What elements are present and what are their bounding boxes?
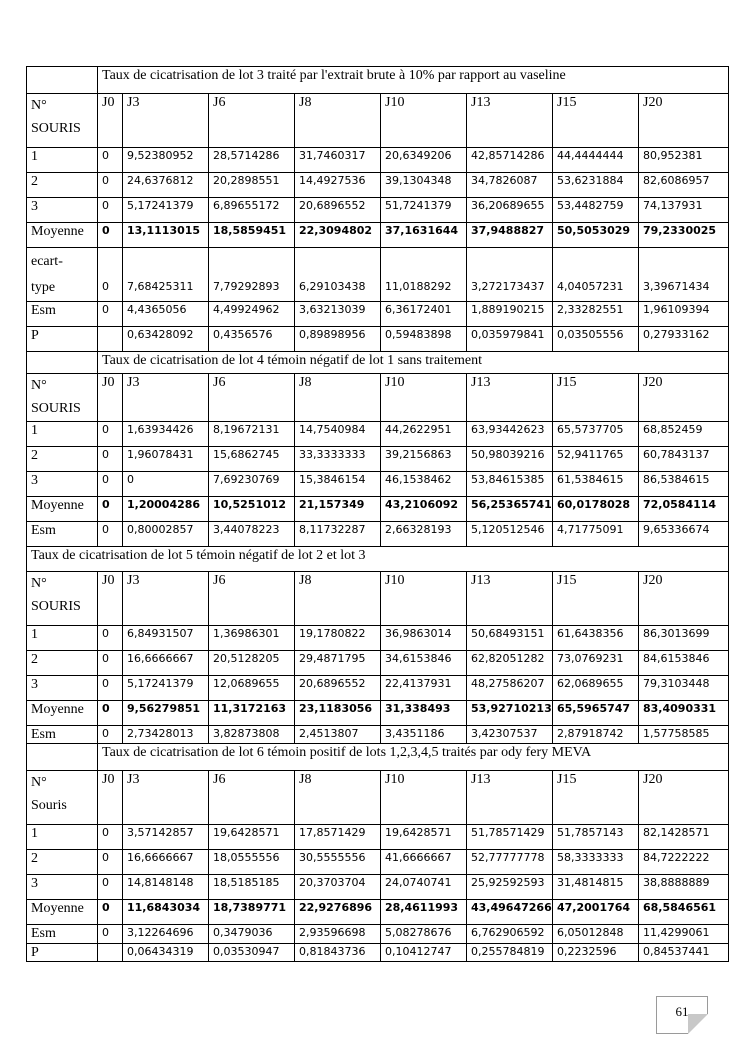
- data-cell: 0: [98, 223, 123, 248]
- data-cell: 51,7241379: [381, 198, 467, 223]
- day-column-header: J6: [209, 94, 295, 148]
- table-row: [27, 925, 729, 944]
- data-cell: 0,2232596: [553, 944, 639, 962]
- data-cell: 0: [98, 651, 123, 676]
- day-column-header: J20: [639, 771, 729, 825]
- data-cell: 62,0689655: [553, 676, 639, 701]
- data-cell: 21,157349: [295, 497, 381, 522]
- data-cell: 2,93596698: [295, 925, 381, 944]
- data-cell: 0: [98, 173, 123, 198]
- data-cell: 20,6896552: [295, 198, 381, 223]
- data-cell: 51,78571429: [467, 825, 553, 850]
- souris-header-line: SOURIS: [31, 599, 81, 614]
- data-cell: 56,25365741: [467, 497, 553, 522]
- data-cell: 31,338493: [381, 701, 467, 726]
- data-cell: 0: [98, 925, 123, 944]
- column-header-row: [27, 374, 729, 422]
- data-cell: 0,80002857: [123, 522, 209, 547]
- data-cell: 82,6086957: [639, 173, 729, 198]
- day-column-header: J0: [98, 94, 123, 148]
- souris-header-line: SOURIS: [31, 401, 81, 416]
- data-cell: 6,89655172: [209, 198, 295, 223]
- data-cell: 0: [98, 522, 123, 547]
- data-cell: 86,3013699: [639, 626, 729, 651]
- column-header-row: [27, 771, 729, 825]
- day-column-header: J10: [381, 771, 467, 825]
- souris-header: [27, 94, 98, 148]
- section-caption-row: [27, 547, 729, 572]
- data-cell: 1,63934426: [123, 422, 209, 447]
- table-row: [27, 676, 729, 701]
- day-column-header: J20: [639, 94, 729, 148]
- data-cell: 33,3333333: [295, 447, 381, 472]
- table-row: [27, 148, 729, 173]
- row-label: 2: [27, 447, 98, 472]
- table-row: [27, 302, 729, 327]
- table-row: [27, 626, 729, 651]
- row-label: 3: [27, 472, 98, 497]
- data-cell: 22,3094802: [295, 223, 381, 248]
- row-label: 2: [27, 651, 98, 676]
- row-label: 3: [27, 875, 98, 900]
- data-cell: 68,852459: [639, 422, 729, 447]
- row-label: 2: [27, 173, 98, 198]
- day-column-header: J0: [98, 572, 123, 626]
- data-cell: 0,27933162: [639, 327, 729, 352]
- data-cell: 4,4365056: [123, 302, 209, 327]
- data-cell: 0,06434319: [123, 944, 209, 962]
- data-cell: 0: [98, 701, 123, 726]
- souris-header: [27, 374, 98, 422]
- day-column-header: J20: [639, 572, 729, 626]
- data-cell: 3,12264696: [123, 925, 209, 944]
- row-label: P: [27, 327, 98, 352]
- data-cell: 37,9488827: [467, 223, 553, 248]
- data-cell: 12,0689655: [209, 676, 295, 701]
- data-cell: 5,17241379: [123, 676, 209, 701]
- data-cell: 6,762906592: [467, 925, 553, 944]
- souris-header-line: Souris: [31, 798, 67, 813]
- data-cell: 11,4299061: [639, 925, 729, 944]
- section-caption: Taux de cicatrisation de lot 4 témoin négatif de lot 1 sans traitement: [98, 352, 729, 374]
- data-cell: 17,8571429: [295, 825, 381, 850]
- data-cell: 6,29103438: [295, 248, 381, 302]
- data-cell: 0: [98, 900, 123, 925]
- data-cell: 60,7843137: [639, 447, 729, 472]
- table-row: [27, 522, 729, 547]
- data-cell: 2,73428013: [123, 726, 209, 744]
- data-cell: 47,2001764: [553, 900, 639, 925]
- day-column-header: J3: [123, 771, 209, 825]
- section-caption-row: [27, 67, 729, 94]
- row-label: [27, 248, 98, 302]
- data-cell: 20,2898551: [209, 173, 295, 198]
- table-row: [27, 825, 729, 850]
- data-cell: 2,87918742: [553, 726, 639, 744]
- data-cell: [98, 327, 123, 352]
- day-column-header: J15: [553, 374, 639, 422]
- data-cell: 0: [98, 626, 123, 651]
- page-number: [656, 996, 708, 1034]
- data-cell: 13,1113015: [123, 223, 209, 248]
- data-cell: 22,9276896: [295, 900, 381, 925]
- data-cell: 15,3846154: [295, 472, 381, 497]
- data-cell: 1,57758585: [639, 726, 729, 744]
- section-caption-row: [27, 352, 729, 374]
- day-column-header: J6: [209, 572, 295, 626]
- data-cell: 82,1428571: [639, 825, 729, 850]
- table-row: [27, 198, 729, 223]
- data-cell: 7,69230769: [209, 472, 295, 497]
- data-cell: 6,05012848: [553, 925, 639, 944]
- row-label: P: [27, 944, 98, 962]
- caption-spacer-cell: [27, 352, 98, 374]
- data-cell: 53,84615385: [467, 472, 553, 497]
- day-column-header: J10: [381, 572, 467, 626]
- data-cell: 20,6349206: [381, 148, 467, 173]
- row-label: Moyenne: [27, 701, 98, 726]
- data-cell: 52,9411765: [553, 447, 639, 472]
- data-cell: 48,27586207: [467, 676, 553, 701]
- data-cell: 50,5053029: [553, 223, 639, 248]
- data-cell: 61,5384615: [553, 472, 639, 497]
- data-cell: 61,6438356: [553, 626, 639, 651]
- data-cell: 9,56279851: [123, 701, 209, 726]
- data-cell: 3,82873808: [209, 726, 295, 744]
- data-cell: 39,2156863: [381, 447, 467, 472]
- data-cell: 80,952381: [639, 148, 729, 173]
- data-cell: 34,6153846: [381, 651, 467, 676]
- day-column-header: J8: [295, 374, 381, 422]
- row-label: Esm: [27, 522, 98, 547]
- data-cell: 23,1183056: [295, 701, 381, 726]
- data-cell: 28,4611993: [381, 900, 467, 925]
- data-cell: 14,8148148: [123, 875, 209, 900]
- row-label: Esm: [27, 302, 98, 327]
- data-cell: 3,39671434: [639, 248, 729, 302]
- data-cell: 53,4482759: [553, 198, 639, 223]
- data-cell: 68,5846561: [639, 900, 729, 925]
- day-column-header: J13: [467, 374, 553, 422]
- data-cell: 20,5128205: [209, 651, 295, 676]
- data-cell: 15,6862745: [209, 447, 295, 472]
- data-cell: 83,4090331: [639, 701, 729, 726]
- data-cell: 25,92592593: [467, 875, 553, 900]
- data-cell: 16,6666667: [123, 651, 209, 676]
- data-cell: 74,137931: [639, 198, 729, 223]
- table-row: [27, 726, 729, 744]
- table-row: [27, 850, 729, 875]
- day-column-header: J0: [98, 771, 123, 825]
- data-cell: 37,1631644: [381, 223, 467, 248]
- data-cell: 9,65336674: [639, 522, 729, 547]
- data-cell: 8,11732287: [295, 522, 381, 547]
- data-cell: 79,2330025: [639, 223, 729, 248]
- data-cell: 11,6843034: [123, 900, 209, 925]
- data-cell: 5,17241379: [123, 198, 209, 223]
- data-cell: 86,5384615: [639, 472, 729, 497]
- data-cell: 16,6666667: [123, 850, 209, 875]
- data-cell: 43,2106092: [381, 497, 467, 522]
- row-label-line: type: [31, 280, 56, 295]
- data-cell: 0,4356576: [209, 327, 295, 352]
- data-cell: 3,4351186: [381, 726, 467, 744]
- day-column-header: J15: [553, 572, 639, 626]
- data-cell: 0: [98, 198, 123, 223]
- data-cell: 1,36986301: [209, 626, 295, 651]
- data-cell: 50,98039216: [467, 447, 553, 472]
- data-cell: 14,7540984: [295, 422, 381, 447]
- data-cell: 3,42307537: [467, 726, 553, 744]
- data-cell: 20,6896552: [295, 676, 381, 701]
- data-cell: 3,272173437: [467, 248, 553, 302]
- row-label: Esm: [27, 726, 98, 744]
- row-label: 3: [27, 676, 98, 701]
- data-cell: 24,0740741: [381, 875, 467, 900]
- day-column-header: J8: [295, 94, 381, 148]
- data-cell: 4,04057231: [553, 248, 639, 302]
- row-label: Moyenne: [27, 900, 98, 925]
- data-cell: 58,3333333: [553, 850, 639, 875]
- data-cell: 0,035979841: [467, 327, 553, 352]
- row-label: 1: [27, 825, 98, 850]
- data-cell: 0,03530947: [209, 944, 295, 962]
- section-caption: Taux de cicatrisation de lot 3 traité par l'extrait brute à 10% par rapport au vaseline: [98, 67, 729, 94]
- day-column-header: J13: [467, 771, 553, 825]
- data-cell: 36,9863014: [381, 626, 467, 651]
- day-column-header: J13: [467, 94, 553, 148]
- table-row: [27, 223, 729, 248]
- souris-header-line: SOURIS: [31, 121, 81, 136]
- data-cell: 34,7826087: [467, 173, 553, 198]
- data-cell: 31,4814815: [553, 875, 639, 900]
- data-cell: 44,4444444: [553, 148, 639, 173]
- data-cell: 44,2622951: [381, 422, 467, 447]
- page-number-label: 61: [675, 1004, 689, 1019]
- data-cell: 0: [98, 875, 123, 900]
- data-cell: 3,57142857: [123, 825, 209, 850]
- data-cell: [98, 944, 123, 962]
- data-cell: 18,5185185: [209, 875, 295, 900]
- data-cell: 11,0188292: [381, 248, 467, 302]
- data-cell: 0: [98, 302, 123, 327]
- data-cell: 38,8888889: [639, 875, 729, 900]
- data-cell: 84,7222222: [639, 850, 729, 875]
- data-cell: 1,96109394: [639, 302, 729, 327]
- data-cell: 0: [98, 850, 123, 875]
- data-cell: 0: [98, 148, 123, 173]
- data-cell: 84,6153846: [639, 651, 729, 676]
- data-cell: 52,77777778: [467, 850, 553, 875]
- day-column-header: J8: [295, 771, 381, 825]
- day-column-header: J10: [381, 94, 467, 148]
- data-cell: 18,0555556: [209, 850, 295, 875]
- data-cell: 0,03505556: [553, 327, 639, 352]
- table-row: [27, 447, 729, 472]
- data-cell: 18,5859451: [209, 223, 295, 248]
- data-cell: 6,84931507: [123, 626, 209, 651]
- data-cell: 0,81843736: [295, 944, 381, 962]
- table-row: [27, 248, 729, 302]
- data-cell: 73,0769231: [553, 651, 639, 676]
- results-table: [26, 66, 729, 962]
- row-label: 2: [27, 850, 98, 875]
- row-label: 3: [27, 198, 98, 223]
- data-cell: 41,6666667: [381, 850, 467, 875]
- column-header-row: [27, 572, 729, 626]
- data-cell: 0: [98, 472, 123, 497]
- data-cell: 28,5714286: [209, 148, 295, 173]
- data-cell: 7,68425311: [123, 248, 209, 302]
- column-header-row: [27, 94, 729, 148]
- souris-header-line: N°: [31, 576, 47, 591]
- data-cell: 42,85714286: [467, 148, 553, 173]
- souris-header-line: N°: [31, 775, 47, 790]
- data-cell: 39,1304348: [381, 173, 467, 198]
- data-cell: 0: [98, 447, 123, 472]
- data-cell: 0,3479036: [209, 925, 295, 944]
- data-cell: 36,20689655: [467, 198, 553, 223]
- data-cell: 24,6376812: [123, 173, 209, 198]
- data-cell: 79,3103448: [639, 676, 729, 701]
- data-cell: 0,59483898: [381, 327, 467, 352]
- data-cell: 4,49924962: [209, 302, 295, 327]
- data-cell: 30,5555556: [295, 850, 381, 875]
- day-column-header: J6: [209, 771, 295, 825]
- data-cell: 6,36172401: [381, 302, 467, 327]
- day-column-header: J13: [467, 572, 553, 626]
- data-cell: 1,20004286: [123, 497, 209, 522]
- day-column-header: J3: [123, 572, 209, 626]
- day-column-header: J6: [209, 374, 295, 422]
- table-row: [27, 422, 729, 447]
- data-cell: 3,44078223: [209, 522, 295, 547]
- data-cell: 8,19672131: [209, 422, 295, 447]
- section-caption-row: [27, 744, 729, 771]
- day-column-header: J3: [123, 94, 209, 148]
- caption-spacer-cell: [27, 67, 98, 94]
- data-cell: 0,84537441: [639, 944, 729, 962]
- day-column-header: J8: [295, 572, 381, 626]
- data-cell: 65,5737705: [553, 422, 639, 447]
- data-cell: 53,92710213: [467, 701, 553, 726]
- data-cell: 29,4871795: [295, 651, 381, 676]
- data-cell: 0: [123, 472, 209, 497]
- page-fold-corner: [688, 1014, 708, 1034]
- data-cell: 72,0584114: [639, 497, 729, 522]
- row-label: 1: [27, 148, 98, 173]
- data-cell: 0: [98, 825, 123, 850]
- row-label: 1: [27, 626, 98, 651]
- data-cell: 50,68493151: [467, 626, 553, 651]
- data-cell: 51,7857143: [553, 825, 639, 850]
- row-label: Esm: [27, 925, 98, 944]
- data-cell: 0,63428092: [123, 327, 209, 352]
- day-column-header: J0: [98, 374, 123, 422]
- data-cell: 19,1780822: [295, 626, 381, 651]
- data-cell: 0: [98, 497, 123, 522]
- data-cell: 46,1538462: [381, 472, 467, 497]
- table-row: [27, 900, 729, 925]
- data-cell: 5,120512546: [467, 522, 553, 547]
- data-cell: 0: [98, 248, 123, 302]
- table-row: [27, 472, 729, 497]
- day-column-header: J10: [381, 374, 467, 422]
- data-cell: 9,52380952: [123, 148, 209, 173]
- data-cell: 60,0178028: [553, 497, 639, 522]
- caption-spacer-cell: [27, 744, 98, 771]
- data-cell: 20,3703704: [295, 875, 381, 900]
- data-cell: 0: [98, 726, 123, 744]
- table-row: [27, 497, 729, 522]
- data-cell: 10,5251012: [209, 497, 295, 522]
- data-cell: 4,71775091: [553, 522, 639, 547]
- souris-header: [27, 771, 98, 825]
- table-row: [27, 701, 729, 726]
- day-column-header: J3: [123, 374, 209, 422]
- section-caption: Taux de cicatrisation de lot 5 témoin négatif de lot 2 et lot 3: [27, 547, 729, 572]
- row-label-line: ecart-: [31, 254, 63, 269]
- table-row: [27, 173, 729, 198]
- data-cell: 14,4927536: [295, 173, 381, 198]
- data-cell: 63,93442623: [467, 422, 553, 447]
- data-cell: 1,889190215: [467, 302, 553, 327]
- data-cell: 18,7389771: [209, 900, 295, 925]
- souris-header-line: N°: [31, 378, 47, 393]
- data-cell: 11,3172163: [209, 701, 295, 726]
- data-cell: 65,5965747: [553, 701, 639, 726]
- data-cell: 0: [98, 676, 123, 701]
- data-cell: 22,4137931: [381, 676, 467, 701]
- data-cell: 2,4513807: [295, 726, 381, 744]
- souris-header-line: N°: [31, 98, 47, 113]
- data-cell: 7,79292893: [209, 248, 295, 302]
- data-cell: 0,10412747: [381, 944, 467, 962]
- table-row: [27, 651, 729, 676]
- table-row: [27, 875, 729, 900]
- data-cell: 2,66328193: [381, 522, 467, 547]
- data-cell: 0,89898956: [295, 327, 381, 352]
- souris-header: [27, 572, 98, 626]
- data-cell: 2,33282551: [553, 302, 639, 327]
- data-cell: 3,63213039: [295, 302, 381, 327]
- day-column-header: J20: [639, 374, 729, 422]
- table-row: [27, 327, 729, 352]
- day-column-header: J15: [553, 94, 639, 148]
- section-caption: Taux de cicatrisation de lot 6 témoin positif de lots 1,2,3,4,5 traités par ody fery MEVA: [98, 744, 729, 771]
- row-label: Moyenne: [27, 497, 98, 522]
- data-cell: 19,6428571: [381, 825, 467, 850]
- data-cell: 19,6428571: [209, 825, 295, 850]
- data-cell: 31,7460317: [295, 148, 381, 173]
- data-cell: 5,08278676: [381, 925, 467, 944]
- data-cell: 53,6231884: [553, 173, 639, 198]
- data-cell: 62,82051282: [467, 651, 553, 676]
- table-row: [27, 944, 729, 962]
- day-column-header: J15: [553, 771, 639, 825]
- data-cell: 0,255784819: [467, 944, 553, 962]
- data-cell: 43,49647266: [467, 900, 553, 925]
- data-cell: 1,96078431: [123, 447, 209, 472]
- row-label: Moyenne: [27, 223, 98, 248]
- row-label: 1: [27, 422, 98, 447]
- data-cell: 0: [98, 422, 123, 447]
